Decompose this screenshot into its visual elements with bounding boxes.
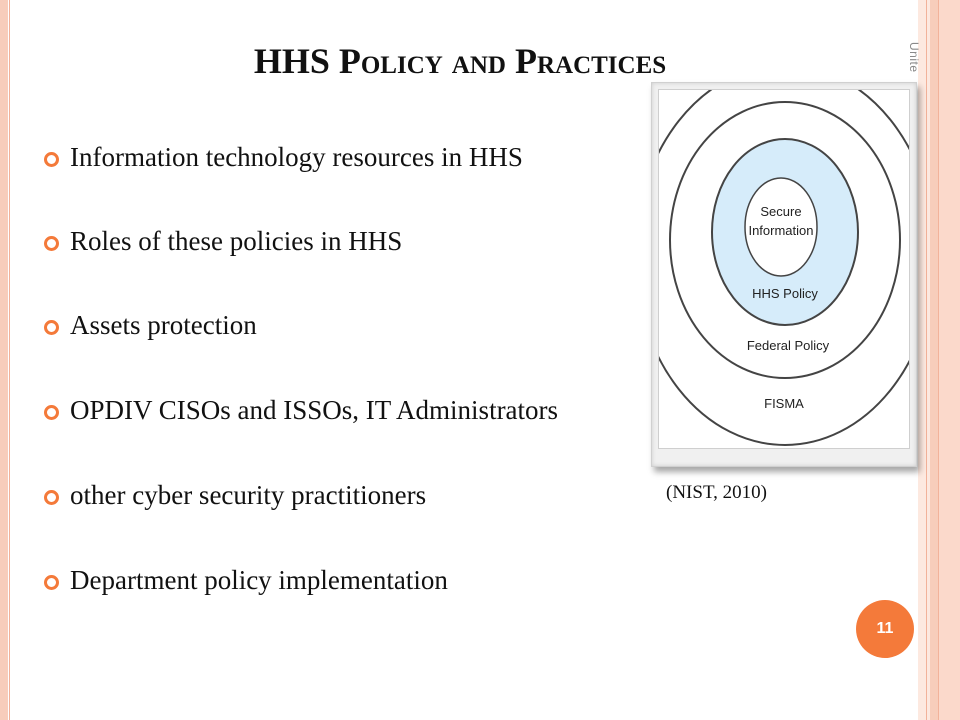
figure-caption: (NIST, 2010) bbox=[666, 482, 767, 503]
left-border-stripe bbox=[0, 0, 8, 720]
bullet-dot-icon bbox=[44, 405, 59, 420]
bullet-text: OPDIV CISOs and ISSOs, IT Administrators bbox=[70, 395, 559, 425]
bullet-dot-icon bbox=[44, 575, 59, 590]
bullet-dot-icon bbox=[44, 152, 59, 167]
right-border-band-2 bbox=[930, 0, 938, 720]
side-text: Unite bbox=[907, 42, 921, 73]
bullet-text: Roles of these policies in HHS bbox=[70, 226, 403, 256]
right-border-band-3 bbox=[939, 0, 960, 720]
bullet-text: other cyber security practitioners bbox=[70, 480, 427, 510]
bullet-text: Department policy implementation bbox=[70, 565, 448, 595]
hhs-policy-label: HHS Policy bbox=[752, 286, 818, 301]
slide-title: HHS Policy and Practices bbox=[253, 41, 667, 81]
bullet-dot-icon bbox=[44, 320, 59, 335]
policy-rings-figure bbox=[651, 82, 917, 467]
left-border-line bbox=[9, 0, 10, 720]
page-number-badge: 11 bbox=[856, 600, 914, 658]
center-label-line2: Information bbox=[748, 223, 814, 238]
fisma-label: FISMA bbox=[764, 396, 804, 411]
right-border-band-1 bbox=[918, 0, 930, 720]
policy-rings-diagram bbox=[659, 90, 909, 448]
bullet-text: Assets protection bbox=[70, 310, 257, 340]
center-label-line1: Secure bbox=[760, 204, 802, 219]
right-border-line-1 bbox=[926, 0, 927, 720]
bullet-text: Information technology resources in HHS bbox=[70, 142, 523, 172]
figure-canvas bbox=[658, 89, 910, 449]
bullet-dot-icon bbox=[44, 236, 59, 251]
federal-policy-label: Federal Policy bbox=[746, 338, 830, 353]
bullet-dot-icon bbox=[44, 490, 59, 505]
